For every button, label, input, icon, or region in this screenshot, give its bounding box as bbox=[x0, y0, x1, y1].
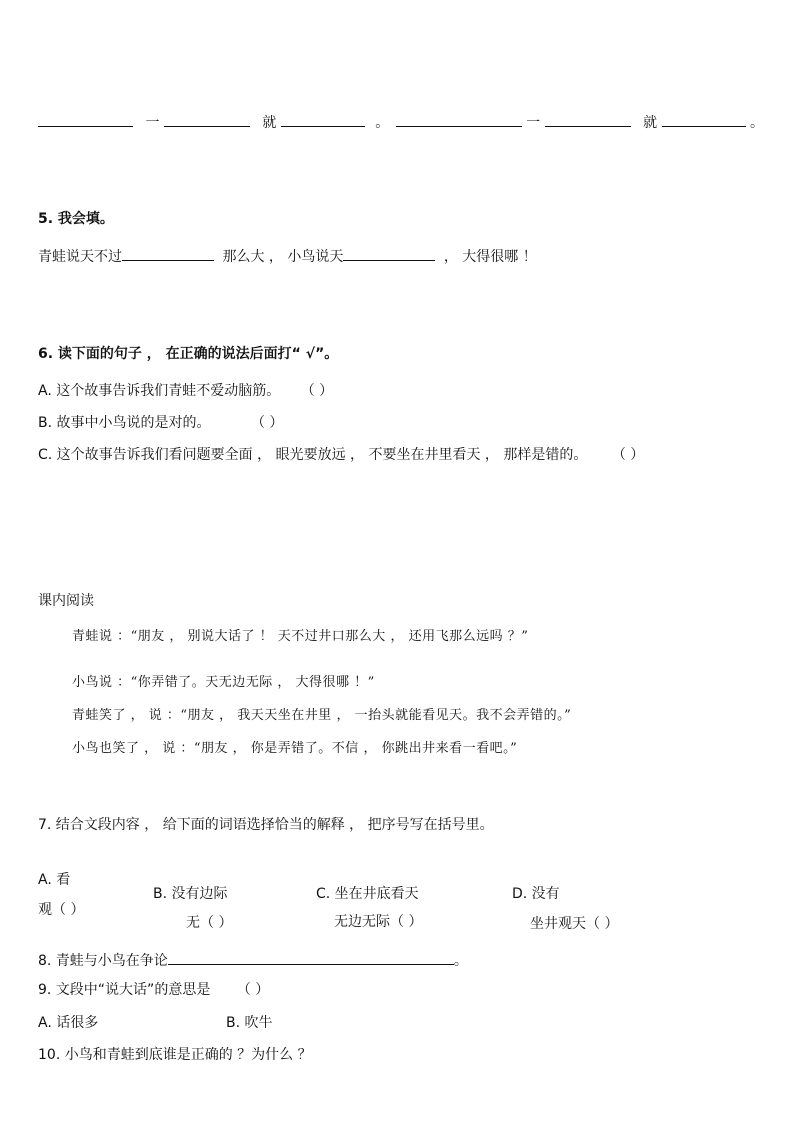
q7-option-c-line2[interactable]: 无边无际（ ） bbox=[334, 914, 423, 930]
blank[interactable] bbox=[164, 112, 250, 127]
answer-paren[interactable]: （ ） bbox=[611, 447, 645, 463]
q7-option-b-line2[interactable]: 无（ ） bbox=[186, 915, 233, 931]
blank[interactable] bbox=[281, 112, 365, 127]
q7-option-a-line2[interactable]: 观（ ） bbox=[38, 902, 85, 918]
fill-line-1 bbox=[38, 112, 764, 132]
word-jiu: 就 bbox=[643, 115, 658, 131]
q7-option-b-line1: B. 没有边际 bbox=[153, 886, 228, 902]
answer-paren[interactable]: （ ） bbox=[300, 383, 334, 399]
q5-text-b: 那么大 ， 小鸟说天 bbox=[222, 249, 344, 265]
q10: 10. 小鸟和青蛙到底谁是正确的 ？为什么 ？ bbox=[38, 1047, 312, 1063]
q5-text-a: 青蛙说天不过 bbox=[38, 249, 122, 265]
passage-line: 小鸟也笑了 ， 说 ：“朋友 ， 你是弄错了。不信 ， 你跳出井来看一看吧。” bbox=[72, 741, 518, 756]
q6-option-b bbox=[38, 414, 283, 432]
q5-title: 5. 我会填。 bbox=[38, 211, 114, 227]
word-yi: 一 bbox=[145, 115, 160, 131]
reading-heading: 课内阅读 bbox=[38, 593, 94, 609]
q7-option-d-line2[interactable]: 坐井观天（ ） bbox=[530, 916, 619, 932]
blank[interactable] bbox=[396, 112, 522, 127]
q5-text-c: ， 大得很哪 ！ bbox=[443, 249, 537, 265]
answer-paren[interactable]: （ ） bbox=[250, 415, 284, 431]
answer-paren[interactable]: （ ） bbox=[236, 982, 270, 998]
q9 bbox=[38, 981, 269, 999]
blank[interactable] bbox=[38, 112, 133, 127]
q7-option-a-line1: A. 看 bbox=[38, 872, 71, 888]
blank[interactable] bbox=[168, 950, 454, 965]
q6-option-c bbox=[38, 446, 644, 464]
blank[interactable] bbox=[662, 112, 746, 127]
q9-option-b: B. 吹牛 bbox=[226, 1015, 273, 1031]
q7-option-d-line1: D. 没有 bbox=[512, 886, 560, 902]
q5-body bbox=[38, 246, 537, 266]
q6-title: 6. 读下面的句子 ， 在正确的说法后面打“ √”。 bbox=[38, 346, 339, 362]
passage-line: 小鸟说 ：“你弄错了。天无边无际 ， 大得很哪 ！” bbox=[72, 675, 375, 690]
q6-option-text: C. 这个故事告诉我们看问题要全面 ， 眼光要放远 ， 不要坐在井里看天 ， 那样是错的。 bbox=[38, 447, 588, 463]
word-jiu: 就 bbox=[262, 115, 277, 131]
blank[interactable] bbox=[343, 246, 435, 261]
q8-text: 8. 青蛙与小鸟在争论 bbox=[38, 953, 168, 969]
q9-option-a: A. 话很多 bbox=[38, 1015, 99, 1031]
q6-option-text: A. 这个故事告诉我们青蛙不爱动脑筋。 bbox=[38, 383, 281, 399]
q6-option-a bbox=[38, 382, 333, 400]
passage-line: 青蛙说 ：“朋友 ， 别说大话了 ！ 天不过井口那么大 ， 还用飞那么远吗 ？” bbox=[72, 629, 529, 644]
blank[interactable] bbox=[545, 112, 631, 127]
period: 。 bbox=[375, 115, 390, 131]
q8 bbox=[38, 950, 468, 970]
word-yi: 一 bbox=[526, 115, 541, 131]
period: 。 bbox=[749, 115, 764, 131]
blank[interactable] bbox=[122, 246, 214, 261]
q7-title: 7. 结合文段内容 ， 给下面的词语选择恰当的解释 ， 把序号写在括号里。 bbox=[38, 817, 494, 833]
q9-text: 9. 文段中“说大话”的意思是 bbox=[38, 982, 211, 998]
period: 。 bbox=[453, 953, 468, 969]
q6-option-text: B. 故事中小鸟说的是对的。 bbox=[38, 415, 211, 431]
q7-option-c-line1: C. 坐在井底看天 bbox=[316, 886, 419, 902]
passage-line: 青蛙笑了 ， 说 ：“朋友 ， 我天天坐在井里 ， 一抬头就能看见天。我不会弄错的。” bbox=[72, 708, 572, 723]
